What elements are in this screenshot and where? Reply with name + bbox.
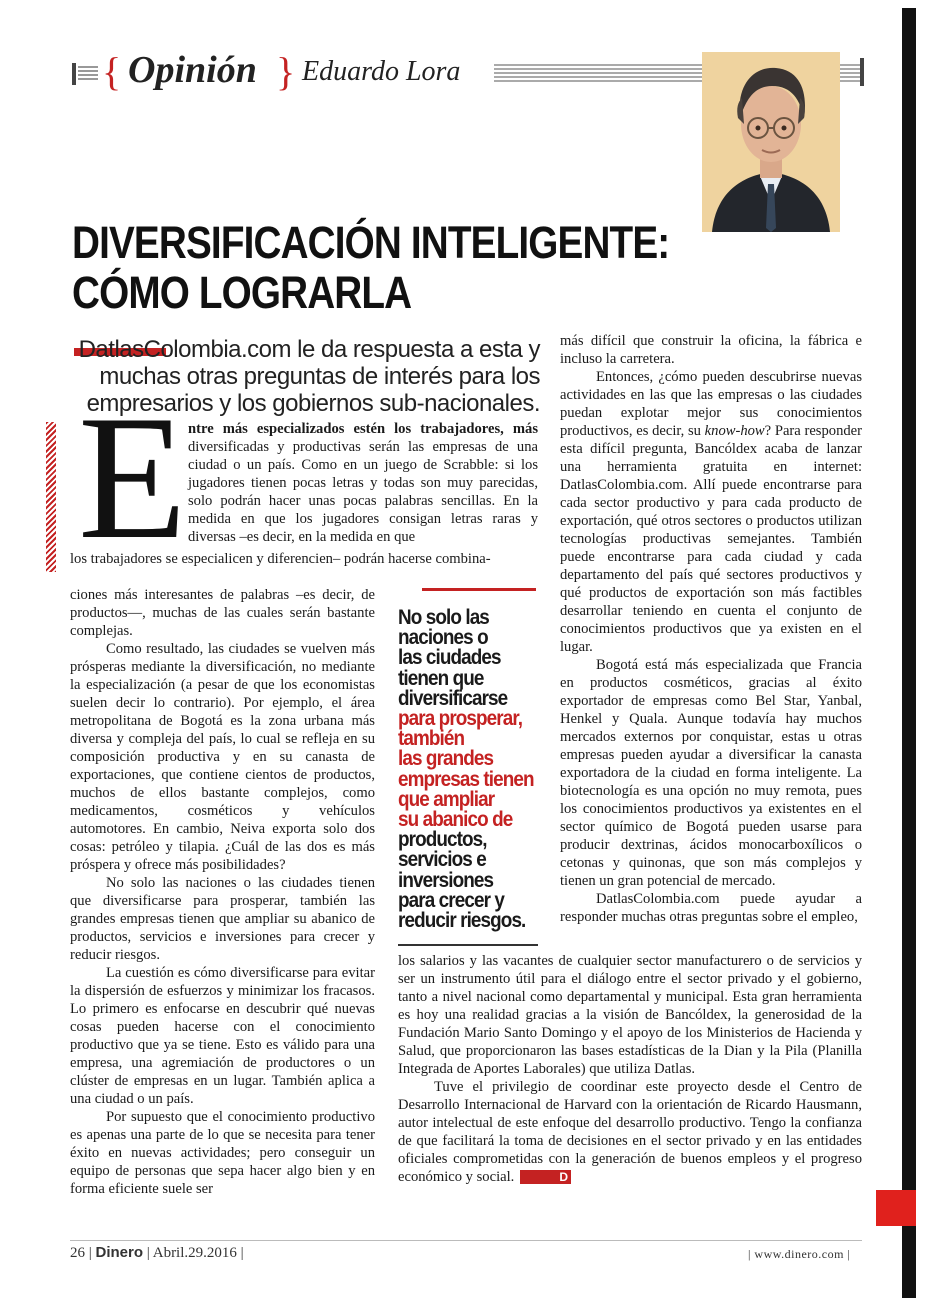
col4-para-2-text: Tuve el privilegio de coordinar este proyecto desde el Centro de Desarrollo Internacional de Harvard con la orientación de Ricardo Hausmann, autor intelectual de este enfoque del desarrollo productivo. Tengo la confianza de que facilitará la toma de decisiones en el sector privado y en las entidades oficiales comprometidas con la generación de buenos empleos y el progreso económico y social. — [398, 1079, 862, 1185]
article-title-line-1: DIVERSIFICACIÓN INTELIGENTE: — [72, 217, 670, 268]
pq-line: diversificarse — [398, 686, 508, 710]
pq-line-red: su abanico de — [398, 808, 513, 832]
col4-para-1: los salarios y las vacantes de cualquier sector manufacturero o de servicios y ser un instrumento útil para el diálogo entre el sector privado y el gobierno, tanto a nivel nacional como departamental y municipal. Esta gran herramienta es hoy una realidad gracias a la visión de Bancóldex, la generosidad de la Fundación Mario Santo Domingo y el apoyo de los Ministerios de Hacienda y Salud, que proporcionaron las bases estadísticas de la Dian y la Pila (Planilla Integrada de Aportes Laborales) que utiliza Datlas. — [398, 953, 862, 1077]
end-mark-icon: D — [520, 1170, 571, 1184]
para-2: Como resultado, las ciudades se vuelven más prósperas mediante la diversificación, no mediante la especialización (a pesar de que los economistas suelen decir lo contrario). Por ejemplo, el área metropolitana de Bogotá es la zona urbana más diversa y compleja del país, lo cual se refleja en su composición productiva y en su canasta de exportaciones, que contiene cientos de productos, muchos de ellos bastante complejos, como medicamentos, cosméticos y vehículos automotores. En cambio, Neiva exporta solo dos cosas: petróleo y tilapia. ¿Cuál de las dos es más próspera y ofrece más posibilidades? — [70, 641, 375, 873]
col3-para-2-italic: know-how — [704, 423, 765, 439]
header-right-lines — [494, 64, 704, 82]
col3-para-2-b: ? Para responder esta difícil pregunta, Bancóldex acaba de lanzar una herramienta gratuita en internet: DatlasColombia.com. Allí puede encontrarse para cada sector productivo y para cada producto de exportación, qué otros sectores o productos utilizan tecnologías productivas semejantes. También puede encontrarse para cada ciudad y cada departamento del país qué sectores productivos y qué productos de exportación son más factibles desarrollar teniendo en cuenta el conjunto de conocimientos productivos que ya existen en el lugar. — [560, 423, 862, 655]
pq-line: productos, — [398, 828, 487, 852]
col3-para-2-a: Entonces, ¿cómo pueden descubrirse nuevas actividades en las que las empresas o las ciudades puedan explotar mejor sus conocimientos productivos, es decir, su — [560, 369, 862, 439]
page-edge-bar — [902, 8, 916, 1298]
pq-line: para crecer y — [398, 888, 505, 912]
article-title — [72, 217, 670, 318]
pq-line-red: para prosperar, — [398, 707, 523, 731]
drop-cap: E — [78, 378, 187, 576]
pq-line-red: que ampliar — [398, 787, 495, 811]
pq-line: inversiones — [398, 868, 494, 892]
pq-line-red: también — [398, 727, 465, 751]
header-right-lines-end — [840, 64, 860, 82]
pq-line: reducir riesgos. — [398, 909, 526, 933]
page-red-tab — [876, 1190, 916, 1226]
header-brace-open: { — [102, 49, 122, 94]
footer-sep: | — [146, 1245, 150, 1261]
pq-line: las ciudades — [398, 646, 501, 670]
footer-url: | www.dinero.com | — [748, 1247, 851, 1261]
footer-sep: | — [240, 1245, 244, 1261]
para-5: Por supuesto que el conocimiento productivo es apenas una parte de lo que se necesita para tener éxito en nuevas actividades; pero conseguir un equipo de personas que sepa hacer algo bien y en forma eficiente suele ser — [70, 1109, 375, 1197]
col3-para-1: más difícil que construir la oficina, la fábrica e incluso la carretera. — [560, 333, 862, 367]
footer-date: Abril.29.2016 — [152, 1245, 237, 1261]
para-3: No solo las naciones o las ciudades tienen que diversificarse para prosperar, también las grandes empresas tienen que ampliar su abanico de productos, servicios e inversiones para crecer y reducir riesgos. — [70, 875, 375, 963]
pq-line-red: empresas tienen — [398, 767, 534, 791]
article-deck: DatlasColombia.com le da respuesta a esta y muchas otras preguntas de interés para los empresarios y los gobiernos sub-nacionales. — [78, 336, 540, 417]
body-column-4 — [398, 952, 862, 1186]
pq-line: No solo las — [398, 606, 489, 629]
lead-text: diversificadas y productivas serán las empresas de una ciudad o un país. Como en un juego de Scrabble: si los jugadores tienen pocas letras y todas son muy parecidas, solo podrán hacer unas pocas palabras sencillas. En la medida en que los jugadores consigan letras raras y diversas –es decir, en la medida en que — [188, 439, 538, 545]
section-label: Opinión — [128, 49, 257, 91]
header-brace-close: } — [276, 49, 296, 94]
pq-line-red: las grandes — [398, 747, 494, 771]
para-1-end: ciones más interesantes de palabras –es decir, de productos—, muchas de las cuales serán bastante complejas. — [70, 587, 375, 639]
author-name: Eduardo Lora — [302, 56, 461, 87]
author-portrait — [702, 52, 840, 232]
para-4: La cuestión es cómo diversificarse para evitar la dispersión de esfuerzos y minimizar los fracasos. Lo primero es enfocarse en descubrir qué nuevas cosas pueden hacerse con el conocimiento productivo que ya se tiene. Esto es válido para una empresa, una agremiación de productores o un clúster de empresas en un lugar. También aplica a una ciudad o un país. — [70, 965, 375, 1107]
pullquote-top-rule — [422, 588, 536, 591]
pull-quote — [398, 606, 534, 933]
body-column-1 — [70, 586, 375, 1198]
footer-sep: | — [88, 1245, 92, 1261]
col3-para-2 — [560, 368, 862, 656]
wide-line-text: los trabajadores se especialicen y diferencien– podrán hacerse combina- — [70, 551, 491, 567]
body-column-3 — [560, 332, 862, 926]
col4-para-2 — [398, 1078, 862, 1186]
body-lead — [188, 420, 538, 546]
article-title-line-2: CÓMO LOGRARLA — [72, 267, 412, 318]
header-left-bar — [72, 63, 76, 85]
page-number: 26 — [70, 1245, 85, 1261]
header-left-lines — [78, 66, 98, 82]
col3-para-4: DatlasColombia.com puede ayudar a responder muchas otras preguntas sobre el empleo, — [560, 891, 862, 925]
lead-bold-text: ntre más especializados estén los trabajadores, más — [188, 421, 538, 437]
pq-line: naciones o — [398, 626, 488, 650]
side-hatch-decoration — [46, 422, 56, 572]
pullquote-bottom-rule — [398, 944, 538, 946]
pq-line: servicios e — [398, 848, 486, 872]
col3-para-3: Bogotá está más especializada que Francia en productos cosméticos, gracias al éxito exportador de empresas como Bel Star, Yanbal, Henkel y Quala. Aunque todavía hay muchos mercados externos por conquistar, estas u otras empresas pueden ayudar a diversificar la canasta exportadora de la ciudad en forma inteligente. La biotecnología es una opción no muy remota, pues los conocimientos productivos ya existentes en el sector químico de Bogotá pueden usarse para producir dextrinas, ácidos monocarboxílicos o cetonas y quinonas, que son más complejos y tienen un gran potencial de mercado. — [560, 657, 862, 889]
body-wide-line — [70, 550, 538, 568]
pq-line: tienen que — [398, 666, 484, 690]
footer-brand: Dinero — [95, 1244, 144, 1261]
footer-rule — [70, 1240, 862, 1241]
footer-left — [70, 1244, 244, 1262]
header-right-bar — [860, 58, 864, 86]
